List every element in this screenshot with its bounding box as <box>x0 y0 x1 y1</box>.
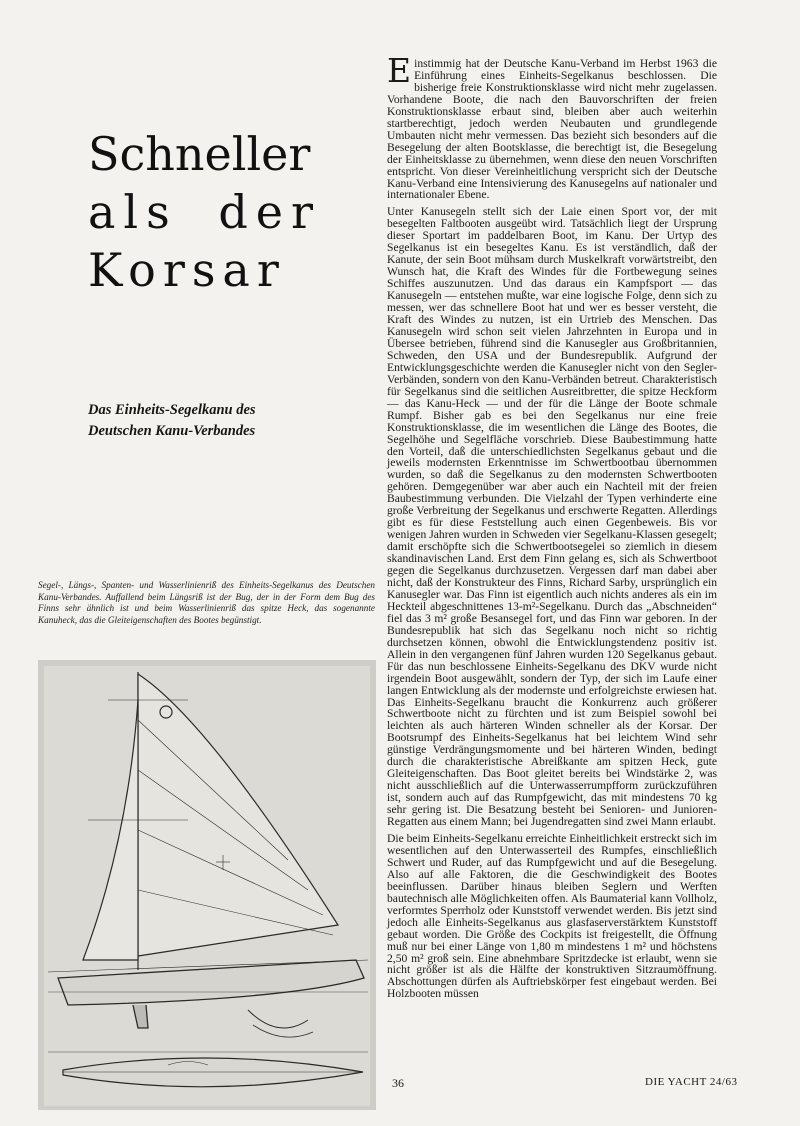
article-paragraph-3: Die beim Einheits-Segelkanu erreichte Einheitlichkeit erstreckt sich im wesentlichen auf den Unterwasserteil des Rumpfes, einschließlich Schwert und Ruder, auf das Rumpfgewicht und auf die Besegelung. Also auf alle Faktoren, die die Geschwindigkeit des Bootes beeinflussen. Darüber hinaus bleiben Seglern und Werften bautechnisch alle Möglichkeiten offen. Als Baumaterial kann Vollholz, verformtes Sperrholz oder Kunststoff verwendet werden. Bis jetzt sind jedoch alle Einheits-Segelkanus aus glasfaserverstärktem Kunststoff gebaut worden. Die Größe des Cockpits ist freigestellt, die Öffnung muß nur bei einer Länge von 1,80 m mindestens 1 m² und höchstens 2,50 m² groß sein. Eine abnehmbare Spritzdecke ist erlaubt, wenn sie nicht größer ist als die Hälfte der konstruktiven Sitzraumöffnung. Abschottungen dürfen als Auftriebskörper fest eingebaut werden. Bei Holzbooten müssen <box>387 832 717 1001</box>
article-body <box>387 51 717 1005</box>
headline-line-2: als der <box>88 185 322 239</box>
figure-caption: Segel-, Längs-, Spanten- und Wasserlinienriß des Einheits-Segelkanus des Deutschen Kanu-Verbandes. Auffallend beim Längsriß ist der Bug, der in der Form dem Bug des Finns sehr ähnlich ist und beim Wasserlinienriß das spitze Heck, das sogenannte Kanuheck, das die Gleiteigenschaften des Bootes begünstigt. <box>38 580 375 625</box>
subtitle-line-2: Deutschen Kanu-Verbandes <box>88 423 256 439</box>
headline-line-1: Schneller <box>88 127 311 181</box>
subtitle-line-1: Das Einheits-Segelkanu des <box>88 402 256 418</box>
magazine-issue: DIE YACHT 24/63 <box>645 1076 738 1088</box>
sail-and-hull-plan-drawing <box>38 660 376 1110</box>
headline-line-3: Korsar <box>88 243 286 297</box>
article-paragraph-2: Unter Kanusegeln stellt sich der Laie einen Sport vor, der mit besegelten Faltbooten ausgeübt wird. Tatsächlich liegt der Ursprung dieser Sportart im paddelbaren Boot, im Kanu. Der Urtyp des Segelkanus ist ein besegeltes Kanu. Es ist verständlich, daß der Kanute, der sein Boot mühsam durch Muskelkraft vorwärtstreibt, den Wunsch hat, die Kraft des Windes für die Fortbewegung seines Schiffes auszunutzen. Und das daraus ein Kampfsport — das Kanusegeln — entstehen mußte, war eine logische Folge, denn sich zu messen, wer das schnellere Boot hat und wer es besser versteht, die Kraft des Windes zu nutzen, ist ein Urtrieb des Menschen. Das Kanusegeln wird schon seit vielen Jahrzehnten in Europa und in Übersee betrieben, führend sind die Kanusegler aus Großbritannien, Schweden, den USA und der Bundesrepublik. Aufgrund der Entwicklungsgeschichte werden die Kanusegler nicht von den Segler-Verbänden, sondern von den Kanu-Verbänden betreut. Charakteristisch für Segelkanus sind die seitlichen Ausreitbretter, die spitze Heckform — das Kanu-Heck — und der für die Länge der Boote schmale Rumpf. Bisher gab es bei den Segelkanus nur eine freie Konstruktionsklasse, die im wesentlichen die Länge des Bootes, die Segelhöhe und Segelfläche vorschrieb. Diese Baubestimmung hatte den Vorteil, daß die unterschiedlichsten Segelkanus gebaut und die jeweils modernsten Erkenntnisse im Schwertbootbau übernommen wurden, so daß die Segelkanus zu den modernsten Schwertbooten gehören. Demgegenüber war aber auch ein Nachteil mit der freien Baubestimmung verbunden. Die Vielzahl der Typen verhinderte eine große Verbreitung der Segelkanus und erschwerte Regatten. Allerdings gibt es für diese Feststellung auch einen Gegenbeweis. Bis vor wenigen Jahren wurden in Schweden vier Segelkanu-Klassen gesegelt; damit erschöpfte sich die Schwertbootsegelei so ziemlich in diesem skandinavischen Land. Erst dem Finn gelang es, sich als Schwertboot gegen die Segelkanus durchzusetzen. Vergessen darf man dabei aber nicht, daß der Konstrukteur des Finns, Richard Sarby, ursprünglich ein Kanusegler war. Das Finn ist eigentlich auch nichts anderes als ein im Heckteil abgeschnittenes 13-m²-Segelkanu. Durch das „Abschneiden“ fiel das 3 m² große Besansegel fort, und das Finn war geboren. In der Bundesrepublik hat sich das Segelkanu noch nicht so richtig durchsetzen können, obwohl die Entwicklungstendenz positiv ist. Allein in den vergangenen fünf Jahren wurden 120 Segelkanus gebaut. Für das nun beschlossene Einheits-Segelkanu des DKV wurde nicht irgendein Boot ausgewählt, sondern der Typ, der sich im Laufe einer langen Entwicklung als der modernste und erfolgreichste erwiesen hat. Das Einheits-Segelkanu braucht die Konkurrenz auch größerer Schwertboote nicht zu fürchten und ist zum Beispiel sowohl bei leichten als auch härteren Winden schneller als der Korsar. Der Bootsrumpf des Einheits-Segelkanus hat bei leichtem Wind sehr günstige Verdrängungsmomente und bei härteren Winden, bedingt durch die charakteristische Abreißkante am spitzen Heck, gute Gleiteigenschaften. Das Boot gleitet bereits bei Windstärke 2, was nicht ausschließlich auf die Unterwasserrumpfform zurückzuführen ist, sondern auch auf das Rumpfgewicht, das mit mindestens 70 kg sehr gering ist. Die Besatzung besteht bei Senioren- und Junioren-Regatten aus einem Mann; bei Jugendregatten sind zwei Mann erlaubt. <box>387 205 717 829</box>
page-number: 36 <box>392 1076 404 1090</box>
technical-drawing <box>38 660 376 1110</box>
headline <box>88 125 322 299</box>
subtitle <box>88 400 273 442</box>
article-paragraph-1: Einstimmig hat der Deutsche Kanu-Verband im Herbst 1963 die Einführung eines Einheits-Segelkanus beschlossen. Die bisherige freie Konstruktionsklasse wird nicht mehr zugelassen. Vorhandene Boote, die nach den Bauvorschriften der freien Konstruktionsklasse erbaut sind, bleiben aber auch weiterhin startberechtigt, jedoch werden Neubauten und grundlegende Umbauten nicht mehr vermessen. Das bezieht sich besonders auf die Besegelung der alten Bootsklasse, die berechtigt ist, die Besegelung der Einheitsklasse zu übernehmen, wenn diese den neuen Vorschriften entspricht. Von dieser Vereinheitlichung verspricht sich der Deutsche Kanu-Verband eine Intensivierung des Kanusegelns auf nationaler und internationaler Ebene. <box>387 51 717 202</box>
